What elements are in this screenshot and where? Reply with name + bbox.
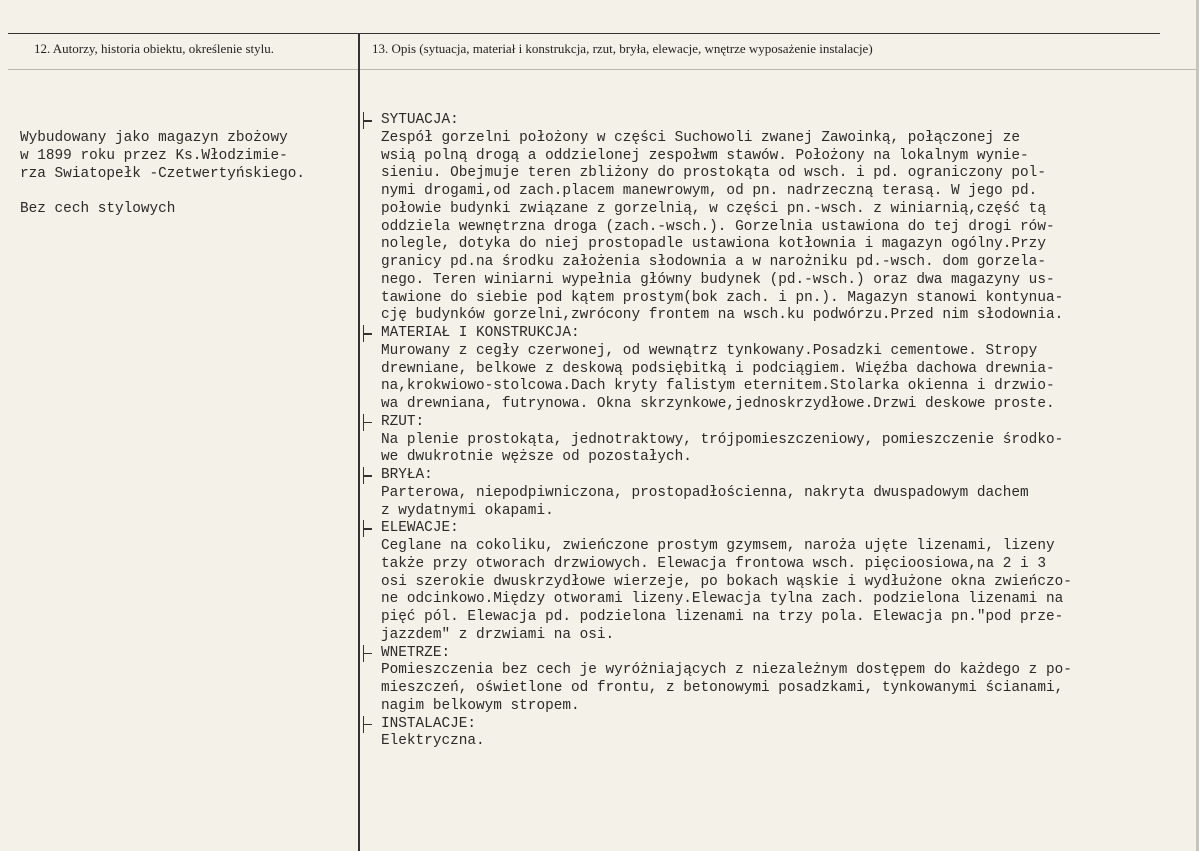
top-rule xyxy=(8,33,1160,34)
section-line: nagim belkowym stropem. xyxy=(381,697,580,714)
style-note: Bez cech stylowych xyxy=(20,201,176,217)
section-line: sieniu. Obejmuje teren zbliżony do prostokąta od wsch. i pd. ograniczony pol- xyxy=(381,165,1046,182)
column-divider xyxy=(358,33,360,851)
section-line: także przy otworach drzwiowych. Elewacja frontowa wsch. pięcioosiowa,na 2 i 3 xyxy=(381,555,1046,572)
section-line: oddziela wewnętrzna droga (zach.-wsch.). Gorzelnia ustawiona do tej drogi rów- xyxy=(381,218,1055,235)
section-marker xyxy=(363,325,373,342)
history-text xyxy=(20,130,356,219)
section-line: tawione do siebie pod kątem prostym(bok zach. i pn.). Magazyn stanowi kontynua- xyxy=(381,289,1064,306)
section-marker xyxy=(363,645,373,662)
header-description: 13. Opis (sytuacja, materiał i konstrukcja, rzut, bryła, elewacje, wnętrze wyposażenie instalacje) xyxy=(372,41,873,56)
section-line: połowie budynki związane z gorzelnią, w części pn.-wsch. z winiarnią,część tą xyxy=(381,200,1046,217)
section-line: nymi drogami,od zach.placem manewrowym, od pn. nadrzeczną terasą. W jego pd. xyxy=(381,183,1038,199)
section-line: cję budynków gorzelni,zwrócony frontem na wsch.ku podwórzu.Przed nim słodownia. xyxy=(381,307,1064,324)
section-line: nego. Teren winiarni wypełnia główny budynek (pd.-wsch.) oraz dwa magazyny us- xyxy=(381,271,1055,288)
history-line: w 1899 roku przez Ks.Włodzimie- xyxy=(20,147,288,164)
section-title: INSTALACJE: xyxy=(381,715,476,732)
section-line: Ceglane na cokoliku, zwieńczone prostym gzymsem, naroża ujęte lizenami, lizeny xyxy=(381,538,1055,554)
section-line: drewniane, belkowe z deskową podsiębitką i podciągiem. Więźba dachowa drewnia- xyxy=(381,360,1055,377)
section-2 xyxy=(363,414,1195,467)
section-marker xyxy=(363,112,373,129)
section-4 xyxy=(363,520,1195,644)
section-3 xyxy=(363,467,1195,520)
section-line: z wydatnymi okapami. xyxy=(381,502,554,519)
section-line: osi szerokie dwuskrzydłowe wierzeje, po bokach wąskie i wydłużone okna zwieńczo- xyxy=(381,573,1072,590)
section-title: MATERIAŁ I KONSTRUKCJA: xyxy=(381,325,580,341)
section-line: Parterowa, niepodpiwniczona, prostopadłościenna, nakryta dwuspadowym dachem xyxy=(381,484,1029,501)
section-0 xyxy=(363,112,1195,325)
description-text xyxy=(363,112,1195,751)
blank-line xyxy=(20,183,356,201)
section-line: we dwukrotnie węższe od pozostałych. xyxy=(381,449,692,466)
section-line: ne odcinkowo.Między otworami lizeny.Elewacja tylna zach. podzielona lizenami na xyxy=(381,591,1064,608)
section-line: Pomieszczenia bez cech je wyróżniających z niezależnym dostępem do każdego z po- xyxy=(381,662,1072,679)
section-line: jazzdem" z drzwiami na osi. xyxy=(381,626,615,643)
section-5 xyxy=(363,645,1195,716)
section-line: wsią polną drogą a oddzielonej zespołwm stawów. Położony na lokalnym wynie- xyxy=(381,147,1029,164)
section-line: granicy pd.na środku założenia słodownia a w narożniku pd.-wsch. dom gorzela- xyxy=(381,254,1046,270)
section-line: wa drewniana, futrynowa. Okna skrzynkowe,jednoskrzydłowe.Drzwi deskowe proste. xyxy=(381,396,1055,412)
section-title: SYTUACJA: xyxy=(381,112,459,128)
section-line: nolegle, dotyka do niej prostopadle ustawiona kotłownia i magazyn ogólny.Przy xyxy=(381,236,1046,253)
section-marker xyxy=(363,467,373,484)
section-6 xyxy=(363,716,1195,752)
history-line: rza Swiatopełk -Czetwertyńskiego. xyxy=(20,165,305,182)
section-title: RZUT: xyxy=(381,413,425,430)
header-separator xyxy=(8,69,1196,70)
section-line: Na plenie prostokąta, jednotraktowy, trójpomieszczeniowy, pomieszczenie środko- xyxy=(381,431,1064,448)
section-marker xyxy=(363,520,373,537)
section-line: na,krokwiowo-stolcowa.Dach kryty falistym eternitem.Stolarka okienna i drzwio- xyxy=(381,378,1055,395)
section-marker xyxy=(363,716,373,733)
history-line: Wybudowany jako magazyn zbożowy xyxy=(20,130,288,146)
section-line: pięć pól. Elewacja pd. podzielona lizenami na trzy pola. Elewacja pn."pod prze- xyxy=(381,609,1064,625)
section-title: WNETRZE: xyxy=(381,644,451,661)
section-title: BRYŁA: xyxy=(381,467,433,483)
section-line: Elektryczna. xyxy=(381,733,485,750)
section-line: Murowany z cegły czerwonej, od wewnątrz tynkowany.Posadzki cementowe. Stropy xyxy=(381,342,1038,359)
section-1 xyxy=(363,325,1195,414)
section-title: ELEWACJE: xyxy=(381,520,459,537)
section-marker xyxy=(363,414,373,431)
header-authors-history: 12. Autorzy, historia obiektu, określenie stylu. xyxy=(34,41,274,56)
section-line: Zespół gorzelni położony w części Suchowoli zwanej Zawoinką, połączonej ze xyxy=(381,129,1021,146)
section-line: mieszczeń, oświetlone od frontu, z betonowymi posadzkami, tynkowanymi ścianami, xyxy=(381,680,1064,696)
